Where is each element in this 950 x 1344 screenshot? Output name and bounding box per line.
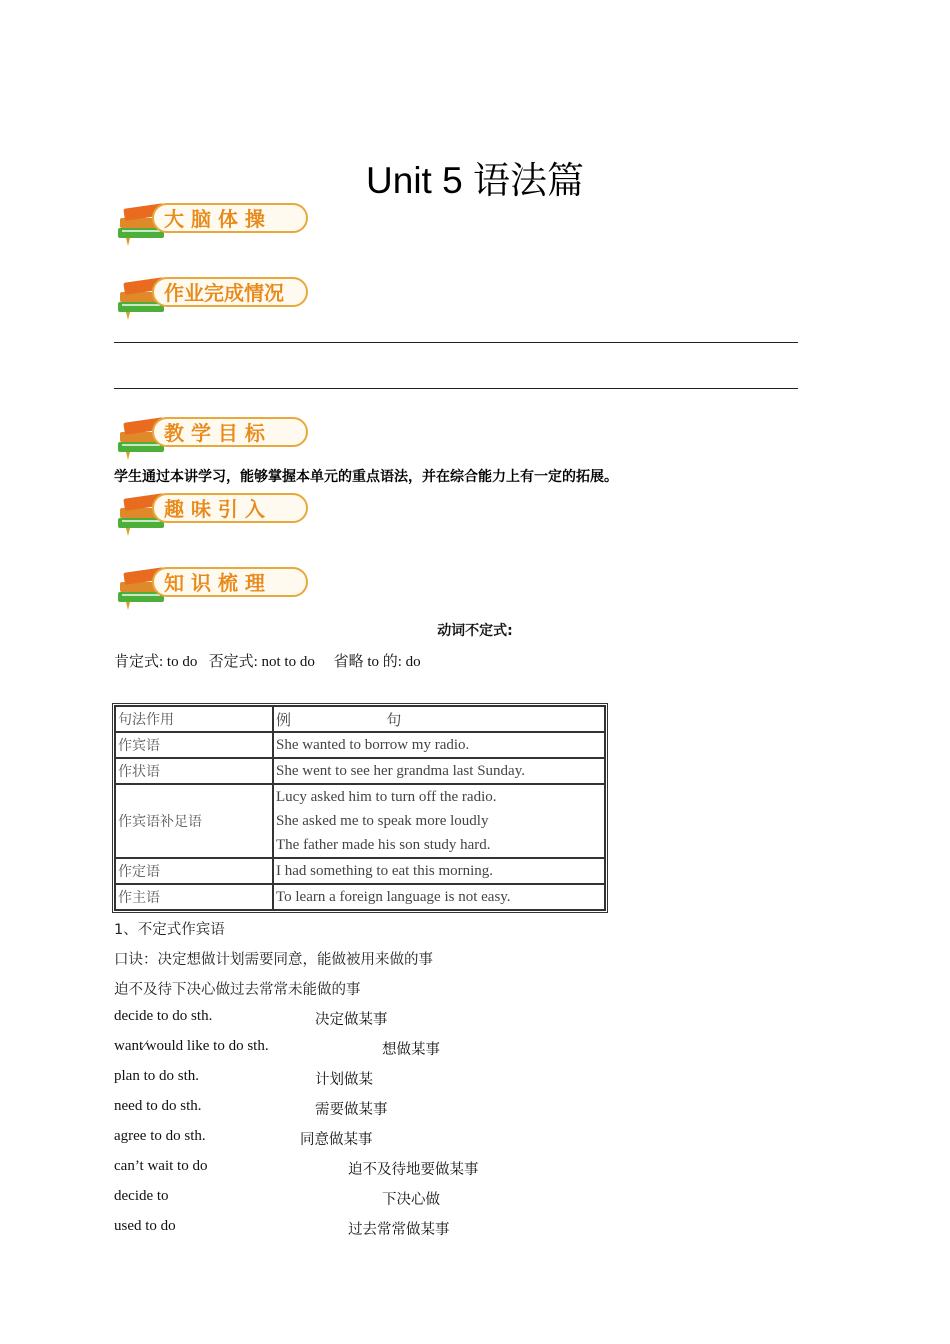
row-example: She wanted to borrow my radio.	[273, 732, 605, 758]
row-example: Lucy asked him to turn off the radio.	[276, 789, 497, 805]
phrase-en: used to do	[114, 1218, 176, 1234]
table-row	[115, 858, 605, 884]
phrase-zh: 过去常常做某事	[348, 1222, 450, 1238]
row-role: 作主语	[115, 884, 273, 910]
header-role: 句法作用	[115, 706, 273, 732]
infinitive-subheading: 动词不定式:	[437, 623, 513, 639]
phrase-en: can’t wait to do	[114, 1158, 208, 1174]
teaching-goal-text: 学生通过本讲学习，能够掌握本单元的重点语法，并在综合能力上有一定的拓展。	[114, 469, 618, 485]
phrase-zh: 迫不及待地要做某事	[348, 1162, 479, 1178]
phrase-zh: 决定做某事	[315, 1012, 388, 1028]
point-1-heading: 1、不定式作宾语	[114, 922, 225, 938]
header-example: 例 句	[273, 706, 605, 732]
phrase-en: need to do sth.	[114, 1098, 202, 1114]
table-row	[115, 784, 605, 858]
phrase-zh: 同意做某事	[300, 1132, 373, 1148]
table-row	[115, 884, 605, 910]
phrase-en: want⁄would like to do sth.	[114, 1038, 269, 1054]
infinitive-forms-line: 肯定式: to do 否定式: not to do 省略 to 的: do	[114, 654, 421, 670]
row-example: I had something to eat this morning.	[273, 858, 605, 884]
answer-line-1	[114, 342, 798, 343]
mnemonic-line-1: 口诀：决定想做计划需要同意，能做被用来做的事	[114, 952, 433, 968]
banner-label: 知 识 梳 理	[164, 571, 265, 595]
row-example: To learn a foreign language is not easy.	[273, 884, 605, 910]
row-example-group	[273, 784, 605, 858]
section-banner-brain	[114, 198, 310, 248]
row-example: The father made his son study hard.	[276, 837, 491, 853]
section-banner-intro	[114, 488, 310, 538]
section-banner-knowledge	[114, 562, 310, 612]
phrase-zh: 计划做某	[315, 1072, 373, 1088]
phrase-zh: 下决心做	[382, 1192, 440, 1208]
section-banner-goals	[114, 412, 310, 462]
table-row	[115, 732, 605, 758]
phrase-zh: 需要做某事	[315, 1102, 388, 1118]
banner-label: 趣 味 引 入	[164, 497, 265, 521]
banner-label: 教 学 目 标	[164, 421, 265, 445]
row-role: 作状语	[115, 758, 273, 784]
phrase-zh: 想做某事	[382, 1042, 440, 1058]
phrase-en: agree to do sth.	[114, 1128, 206, 1144]
syntax-function-table	[114, 705, 606, 911]
page-title: Unit 5 语法篇	[366, 160, 584, 201]
banner-label: 大 脑 体 操	[164, 207, 265, 231]
answer-line-2	[114, 388, 798, 389]
row-role: 作宾语补足语	[115, 784, 273, 858]
banner-label: 作业完成情况	[164, 281, 284, 305]
table-row	[115, 758, 605, 784]
phrase-en: plan to do sth.	[114, 1068, 199, 1084]
row-role: 作宾语	[115, 732, 273, 758]
mnemonic-line-2: 迫不及待下决心做过去常常未能做的事	[114, 982, 361, 998]
phrase-en: decide to	[114, 1188, 169, 1204]
row-role: 作定语	[115, 858, 273, 884]
row-example: She went to see her grandma last Sunday.	[273, 758, 605, 784]
phrase-en: decide to do sth.	[114, 1008, 213, 1024]
row-example: She asked me to speak more loudly	[276, 813, 489, 829]
section-banner-homework	[114, 272, 310, 322]
table-header-row	[115, 706, 605, 732]
